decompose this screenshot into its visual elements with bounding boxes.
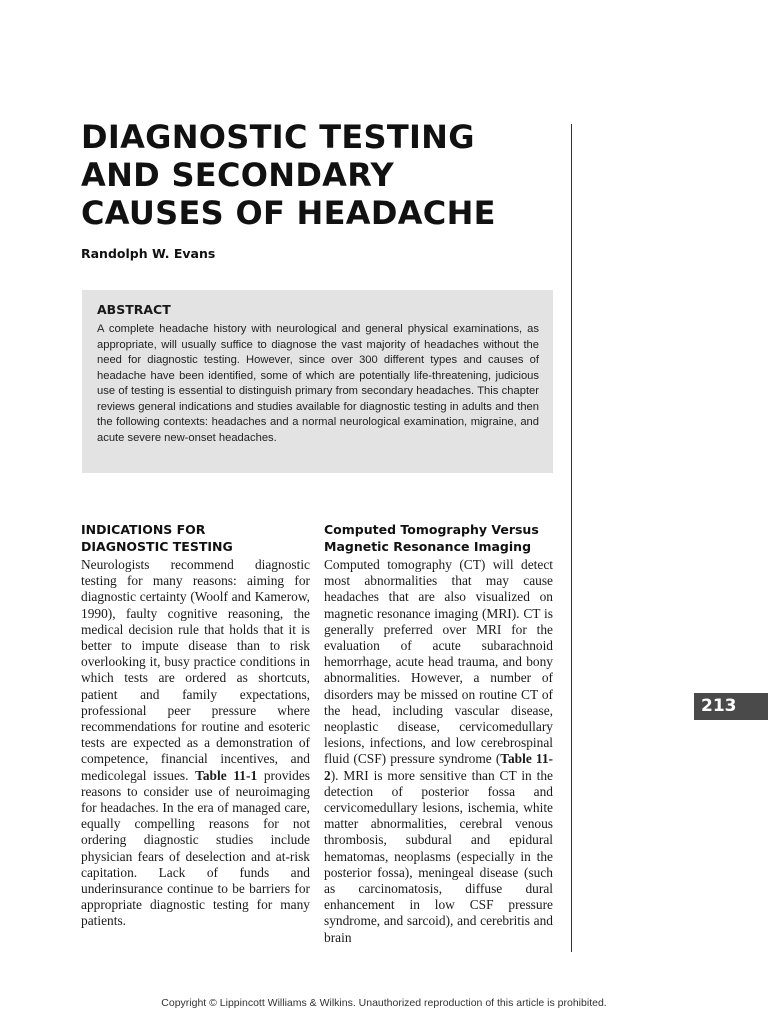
author-name: Randolph W. Evans: [81, 246, 216, 261]
heading-line: DIAGNOSTIC TESTING: [81, 539, 233, 554]
title-line: AND SECONDARY: [81, 156, 394, 194]
left-column-body: [81, 557, 310, 930]
page-number-badge: 213: [694, 693, 768, 720]
table-reference-link[interactable]: Table 11-2: [324, 751, 553, 783]
right-column-body: [324, 557, 553, 946]
body-text: Neurologists recommend diagnostic testing for many reasons: aiming for diagnostic certainty (Woolf and Kamerow, 1990), faulty cognitive reasoning, the medical decision rule that holds that it is better to impute disease than to risk overlooking it, busy practice conditions in which tests are ordered as shortcuts, patient and family expectations, professional peer pressure where recommendations for routine and esoteric tests are expected as a demonstration of competence, financial incentives, and medicolegal issues.: [81, 557, 310, 783]
title-line: DIAGNOSTIC TESTING: [81, 118, 475, 156]
heading-line: Computed Tomography Versus: [324, 522, 539, 537]
body-text: provides reasons to consider use of neuroimaging for headaches. In the era of managed care, equally compelling reasons for not ordering diagnostic studies include physician fears of deselection and at-risk capitation. Lack of funds and underinsurance continue to be barriers for appropriate diagnostic testing for many patients.: [81, 767, 310, 929]
body-text: ). MRI is more sensitive than CT in the detection of posterior fossa and cervicomedullary lesions, ischemia, white matter abnormalities, cerebral venous thrombosis, subdural and epidural hematomas, neoplasms (especially in the posterior fossa), meningeal disease (such as carcinomatosis, diffuse dural enhancement in low CSF pressure syndrome, and sarcoid), and cerebritis and brain: [324, 767, 553, 945]
abstract-box: [82, 290, 553, 473]
article-title: [81, 118, 551, 232]
heading-line: Magnetic Resonance Imaging: [324, 539, 532, 554]
vertical-divider: [571, 124, 572, 952]
abstract-text: A complete headache history with neurological and general physical examinations, as appropriate, will usually suffice to diagnose the vast majority of headaches without the need for diagnostic testing. However, since over 300 different types and causes of headache have been identified, some of which are potentially life-threatening, judicious use of testing is essential to distinguish primary from secondary headaches. This chapter reviews general indications and studies available for diagnostic testing in adults and then the following contexts: headaches and a normal neurological examination, migraine, and acute severe new-onset headaches.: [97, 323, 539, 444]
title-line: CAUSES OF HEADACHE: [81, 194, 496, 232]
copyright-notice: Copyright © Lippincott Williams & Wilkins. Unauthorized reproduction of this article is prohibited.: [161, 997, 607, 1009]
table-reference-link[interactable]: Table 11-1: [195, 767, 258, 783]
heading-line: INDICATIONS FOR: [81, 522, 206, 537]
body-text: Computed tomography (CT) will detect most abnormalities that may cause headaches that are also visualized on magnetic resonance imaging (MRI). CT is generally preferred over MRI for the evaluation of acute subarachnoid hemorrhage, acute head trauma, and bony abnormalities. However, a number of disorders may be missed on routine CT of the head, including vascular disease, neoplastic disease, cervicomedullary lesions, infections, and low cerebrospinal fluid (CSF) pressure syndrome (: [324, 557, 553, 767]
section-heading-ct-vs-mri: [324, 521, 539, 555]
abstract-heading: ABSTRACT: [97, 302, 171, 317]
section-heading-indications: [81, 521, 233, 555]
